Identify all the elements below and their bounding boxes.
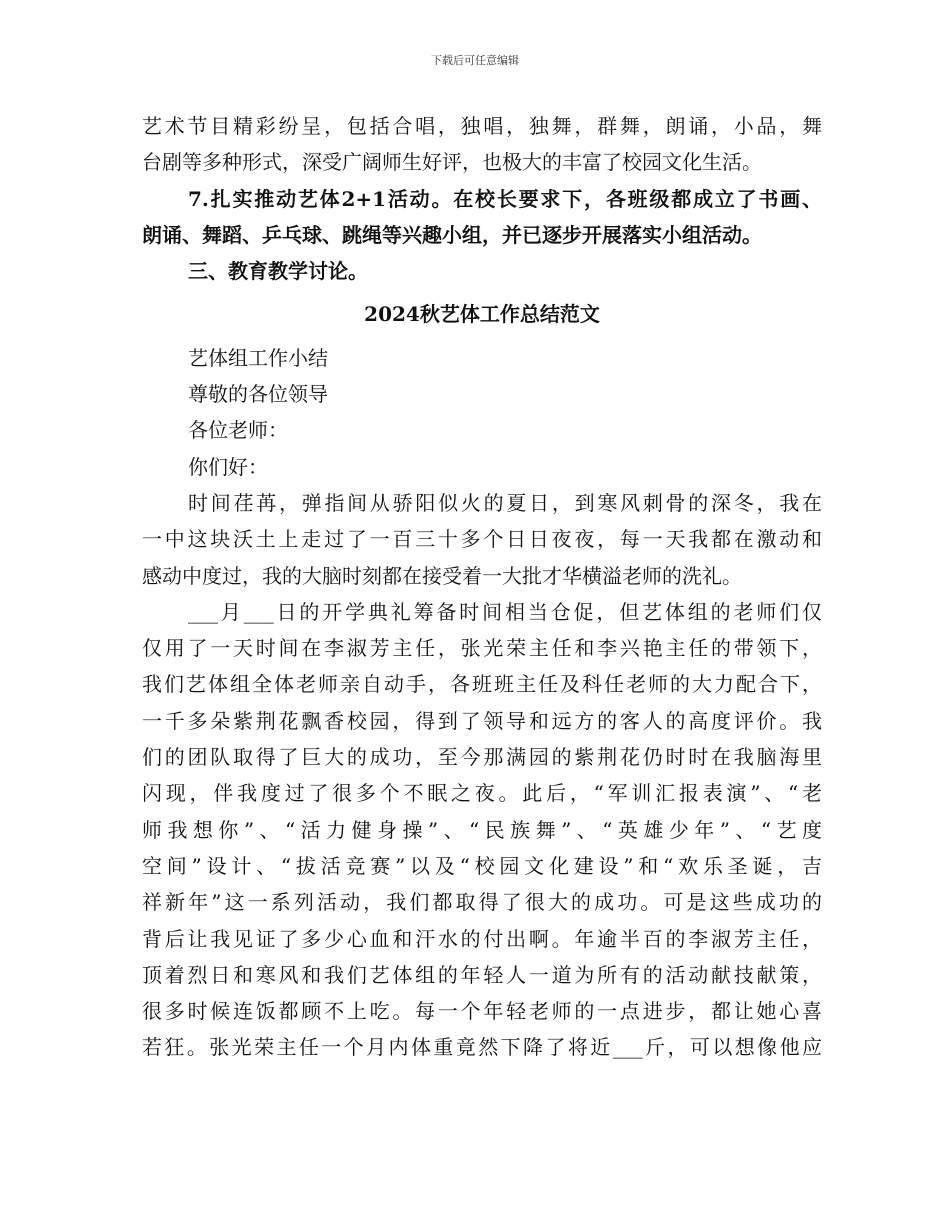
greeting-line: 艺体组工作小结	[188, 345, 328, 370]
paragraph-line: 师我想你”、“活力健身操”、“民族舞”、“英雄少年”、“艺度	[142, 817, 822, 842]
paragraph-line: 我们艺体组全体老师亲自动手，各班班主任及科任老师的大力配合下，	[142, 672, 822, 697]
paragraph-line: 一千多朵紫荆花飘香校园，得到了领导和远方的客人的高度评价。我	[142, 708, 822, 733]
paragraph-line: 顶着烈日和寒风和我们艺体组的年轻人一道为所有的活动献技献策，	[142, 962, 822, 987]
document-body	[142, 108, 822, 1066]
list-item-7-cont: 朗诵、舞蹈、乒乓球、跳绳等兴趣小组，并已逐步开展落实小组活动。	[142, 222, 762, 247]
greeting-line: 各位老师：	[188, 418, 288, 443]
page-header: 下载后可任意编辑	[431, 54, 519, 67]
paragraph-line: 感动中度过，我的大脑时刻都在接受着一大批才华横溢老师的洗礼。	[142, 563, 742, 588]
body-line: 台剧等多种形式，深受广阔师生好评，也极大的丰富了校园文化生活。	[142, 150, 762, 175]
greeting-line: 你们好：	[188, 454, 268, 479]
paragraph-line: 一中这块沃土上走过了一百三十多个日日夜夜，每一天我都在激动和	[142, 527, 822, 552]
paragraph-line: 空间”设计、“拔活竞赛”以及“校园文化建设”和“欢乐圣诞，吉	[142, 853, 822, 878]
list-item-7: 7.扎实推动艺体2+1活动。在校长要求下，各班级都成立了书画、	[188, 186, 822, 211]
section-heading: 三、教育教学讨论。	[188, 259, 368, 284]
paragraph-line: 若狂。张光荣主任一个月内体重竟然下降了将近___斤，可以想像他应	[142, 1035, 822, 1060]
paragraph-line: 背后让我见证了多少心血和汗水的付出啊。年逾半百的李淑芳主任，	[142, 926, 822, 951]
paragraph-line: ___月___日的开学典礼筹备时间相当仓促，但艺体组的老师们仅	[188, 599, 822, 624]
paragraph-line: 仅用了一天时间在李淑芳主任，张光荣主任和李兴艳主任的带领下，	[142, 636, 822, 661]
document-title: 2024秋艺体工作总结范文	[364, 302, 600, 327]
greeting-line: 尊敬的各位领导	[188, 382, 328, 407]
paragraph-line: 祥新年”这一系列活动，我们都取得了很大的成功。可是这些成功的	[142, 890, 822, 915]
paragraph-line: 闪现，伴我度过了很多个不眠之夜。此后，“军训汇报表演”、“老	[142, 781, 822, 806]
body-line: 艺术节目精彩纷呈，包括合唱，独唱，独舞，群舞，朗诵，小品，舞	[142, 114, 822, 138]
paragraph-line: 很多时候连饭都顾不上吃。每一个年轻老师的一点进步，都让她心喜	[142, 999, 822, 1024]
paragraph-line: 们的团队取得了巨大的成功，至今那满园的紫荆花仍时时在我脑海里	[142, 745, 822, 770]
paragraph-line: 时间荏苒，弹指间从骄阳似火的夏日，到寒风刺骨的深冬，我在	[188, 490, 822, 515]
